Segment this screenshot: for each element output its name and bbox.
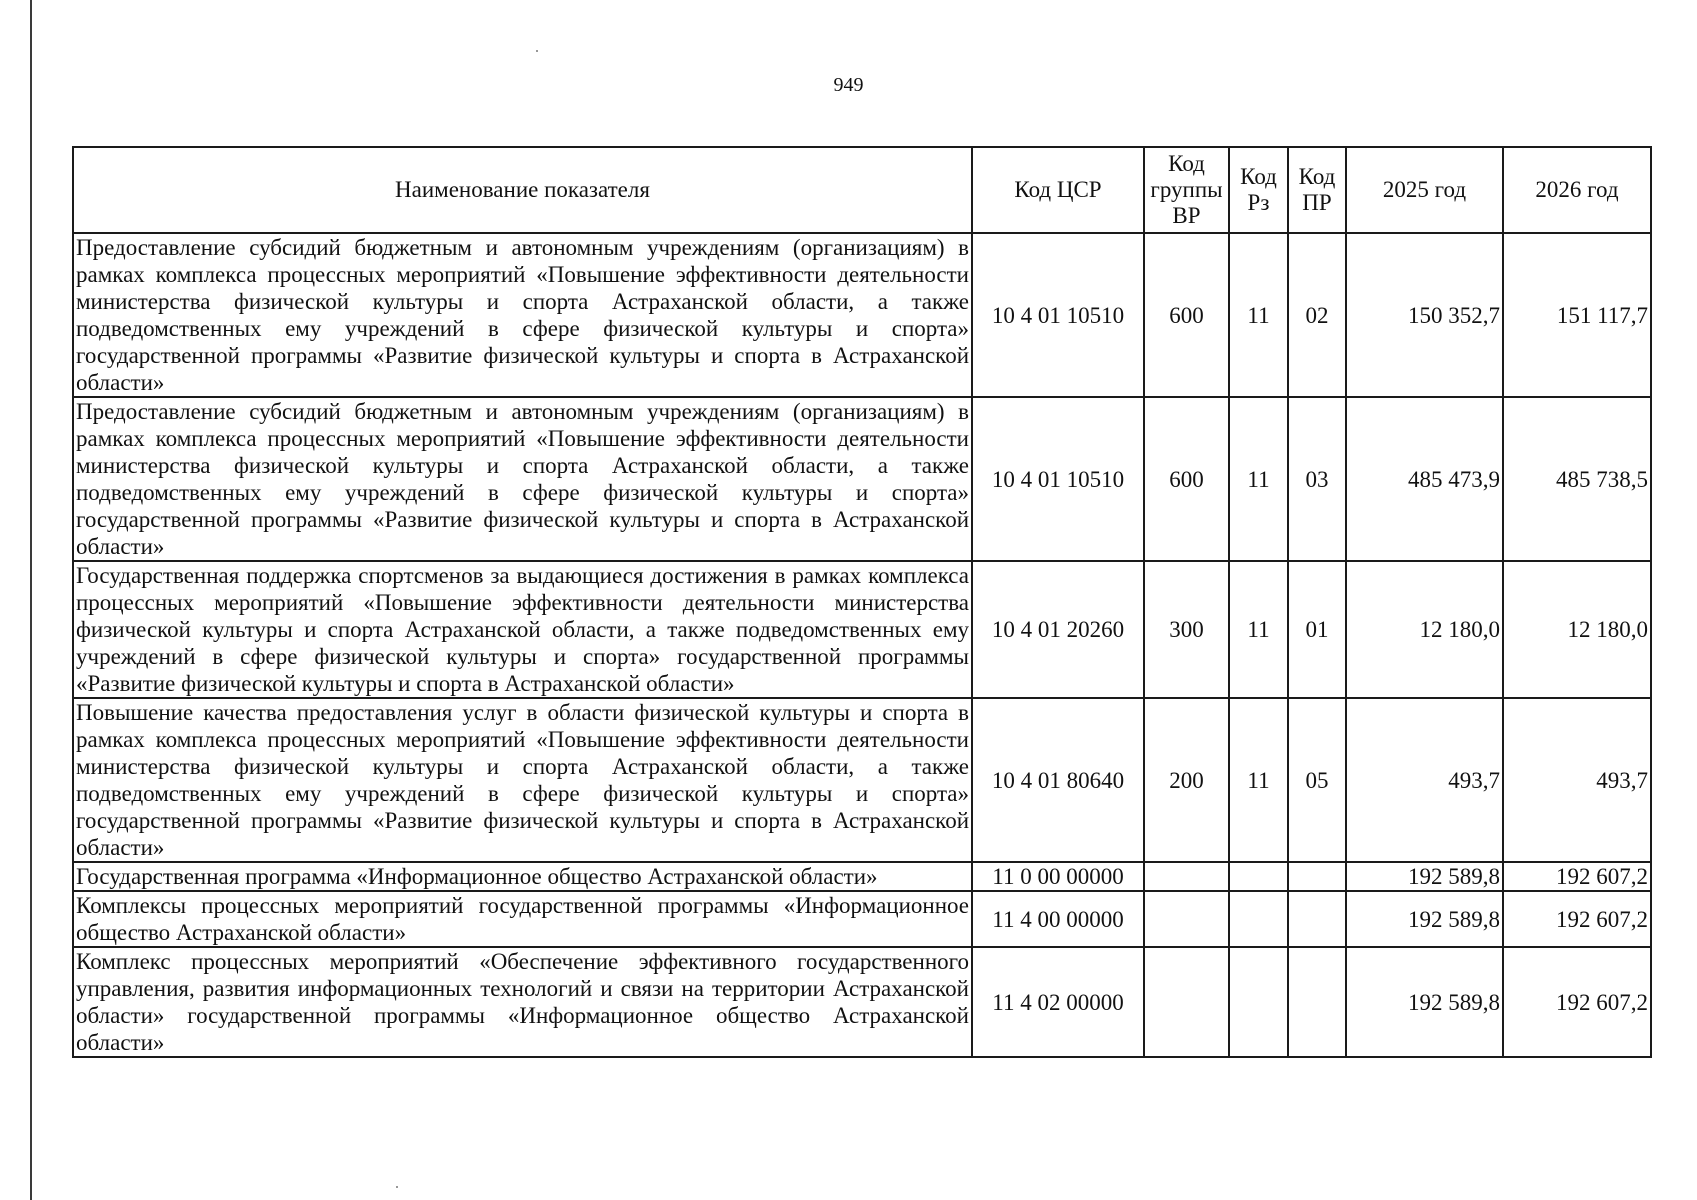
row-vr-code: 600 — [1144, 397, 1229, 561]
page-number: 949 — [833, 74, 864, 96]
row-pr-code — [1288, 891, 1346, 947]
table-row — [73, 561, 1651, 698]
row-amount-2025: 150 352,7 — [1346, 233, 1503, 397]
table-row — [73, 698, 1651, 862]
table-header-row — [73, 147, 1651, 233]
row-amount-2025: 192 589,8 — [1346, 891, 1503, 947]
header-year-2025: 2025 год — [1346, 147, 1503, 233]
row-pr-code: 03 — [1288, 397, 1346, 561]
row-csr-code: 10 4 01 10510 — [972, 397, 1144, 561]
header-csr-code: Код ЦСР — [972, 147, 1144, 233]
row-vr-code: 200 — [1144, 698, 1229, 862]
row-name: Комплексы процессных мероприятий государственной программы «Информационное общество Астраханской области» — [73, 891, 972, 947]
table-row — [73, 891, 1651, 947]
header-name: Наименование показателя — [73, 147, 972, 233]
row-csr-code: 11 0 00 00000 — [972, 862, 1144, 891]
binding-edge-line — [30, 0, 32, 1200]
header-rz-code: Код Рз — [1229, 147, 1288, 233]
row-pr-code: 05 — [1288, 698, 1346, 862]
row-pr-code: 01 — [1288, 561, 1346, 698]
row-name: Предоставление субсидий бюджетным и автономным учреждениям (организациям) в рамках комплекса процессных мероприятий «Повышение эффективности деятельности министерства физической культуры и спорта Астраханской области, а также подведомственных ему учреждений в сфере физической культуры и спорта» государственной программы «Развитие физической культуры и спорта в Астраханской области» — [73, 233, 972, 397]
row-amount-2025: 485 473,9 — [1346, 397, 1503, 561]
row-rz-code — [1229, 947, 1288, 1057]
row-name: Предоставление субсидий бюджетным и автономным учреждениям (организациям) в рамках комплекса процессных мероприятий «Повышение эффективности деятельности министерства физической культуры и спорта Астраханской области, а также подведомственных ему учреждений в сфере физической культуры и спорта» государственной программы «Развитие физической культуры и спорта в Астраханской области» — [73, 397, 972, 561]
budget-table — [72, 146, 1652, 1058]
row-amount-2025: 493,7 — [1346, 698, 1503, 862]
row-name: Комплекс процессных мероприятий «Обеспечение эффективного государственного управления, развития информационных технологий и связи на территории Астраханской области» государственной программы «Информационное общество Астраханской области» — [73, 947, 972, 1057]
header-year-2026: 2026 год — [1503, 147, 1651, 233]
table-row — [73, 947, 1651, 1057]
row-csr-code: 10 4 01 10510 — [972, 233, 1144, 397]
row-vr-code: 300 — [1144, 561, 1229, 698]
row-name: Государственная поддержка спортсменов за выдающиеся достижения в рамках комплекса процессных мероприятий «Повышение эффективности деятельности министерства физической культуры и спорта Астраханской области, а также подведомственных ему учреждений в сфере физической культуры и спорта» государственной программы «Развитие физической культуры и спорта в Астраханской области» — [73, 561, 972, 698]
table-row — [73, 233, 1651, 397]
row-vr-code — [1144, 947, 1229, 1057]
row-rz-code: 11 — [1229, 561, 1288, 698]
header-pr-code: Код ПР — [1288, 147, 1346, 233]
row-vr-code — [1144, 862, 1229, 891]
row-amount-2025: 12 180,0 — [1346, 561, 1503, 698]
table-row — [73, 397, 1651, 561]
row-name: Повышение качества предоставления услуг в области физической культуры и спорта в рамках комплекса процессных мероприятий «Повышение эффективности деятельности министерства физической культуры и спорта Астраханской области, а также подведомственных ему учреждений в сфере физической культуры и спорта» государственной программы «Развитие физической культуры и спорта в Астраханской области» — [73, 698, 972, 862]
header-vr-code: Код группы ВР — [1144, 147, 1229, 233]
table-row — [73, 862, 1651, 891]
row-csr-code: 11 4 00 00000 — [972, 891, 1144, 947]
row-amount-2026: 192 607,2 — [1503, 891, 1651, 947]
row-csr-code: 10 4 01 20260 — [972, 561, 1144, 698]
row-amount-2026: 12 180,0 — [1503, 561, 1651, 698]
row-rz-code: 11 — [1229, 698, 1288, 862]
row-rz-code — [1229, 862, 1288, 891]
row-amount-2025: 192 589,8 — [1346, 862, 1503, 891]
row-amount-2026: 493,7 — [1503, 698, 1651, 862]
row-pr-code: 02 — [1288, 233, 1346, 397]
row-name: Государственная программа «Информационное общество Астраханской области» — [73, 862, 972, 891]
row-pr-code — [1288, 862, 1346, 891]
row-pr-code — [1288, 947, 1346, 1057]
row-amount-2026: 485 738,5 — [1503, 397, 1651, 561]
row-amount-2025: 192 589,8 — [1346, 947, 1503, 1057]
scan-speck — [536, 50, 538, 52]
row-amount-2026: 192 607,2 — [1503, 947, 1651, 1057]
row-amount-2026: 151 117,7 — [1503, 233, 1651, 397]
row-csr-code: 11 4 02 00000 — [972, 947, 1144, 1057]
row-rz-code: 11 — [1229, 233, 1288, 397]
row-rz-code: 11 — [1229, 397, 1288, 561]
row-vr-code — [1144, 891, 1229, 947]
row-vr-code: 600 — [1144, 233, 1229, 397]
scan-speck — [396, 1186, 398, 1188]
row-csr-code: 10 4 01 80640 — [972, 698, 1144, 862]
row-amount-2026: 192 607,2 — [1503, 862, 1651, 891]
row-rz-code — [1229, 891, 1288, 947]
